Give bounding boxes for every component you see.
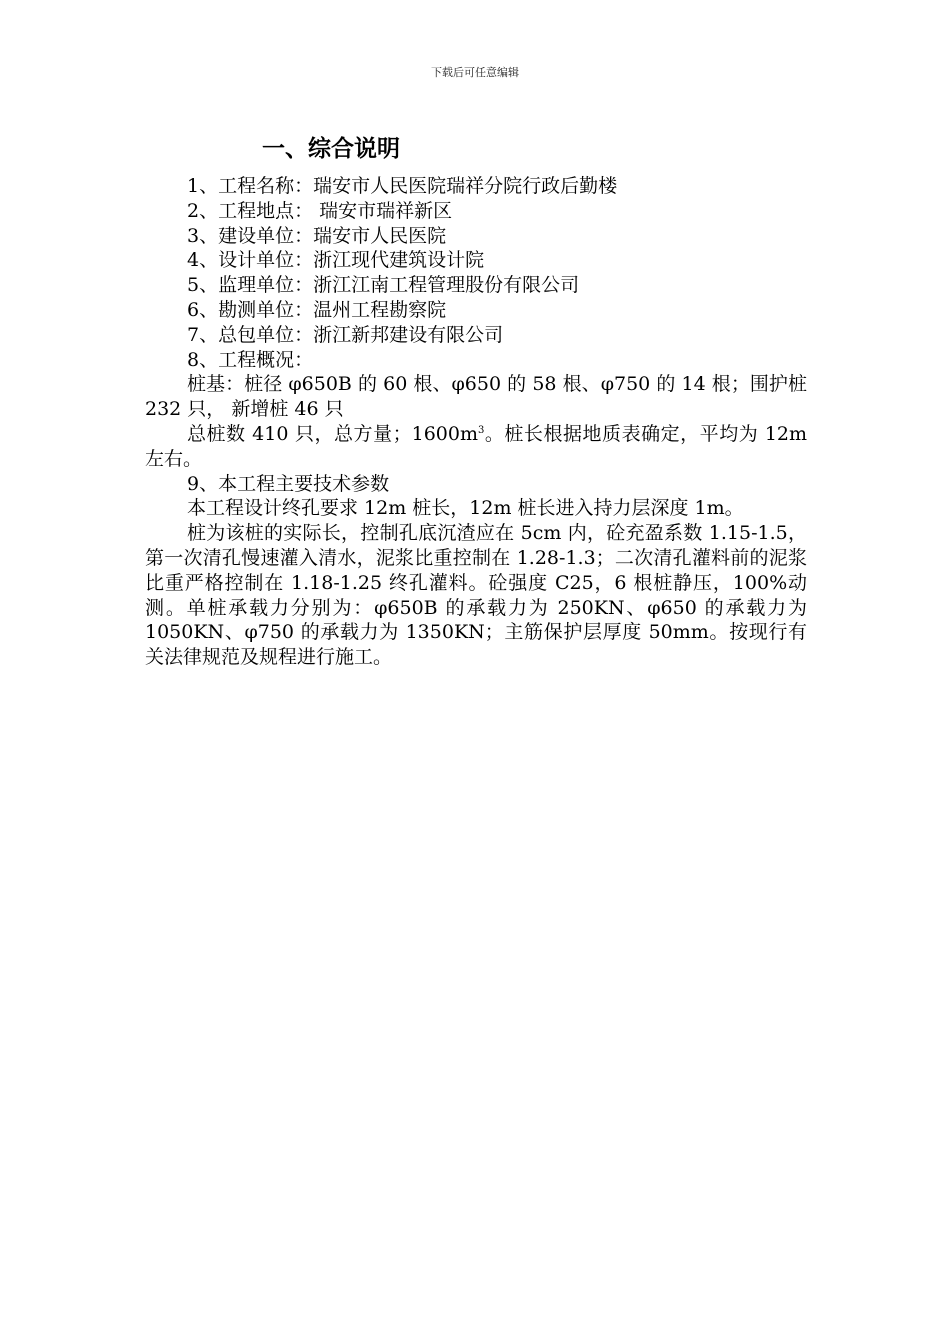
item-general-contractor: 7、总包单位：浙江新邦建设有限公司 — [187, 323, 504, 346]
cubic-superscript: 3 — [477, 424, 485, 436]
item-designer: 4、设计单位：浙江现代建筑设计院 — [187, 249, 485, 272]
item-surveyor: 6、勘测单位：温州工程勘察院 — [187, 298, 447, 321]
item-tech-params-heading: 9、本工程主要技术参数 — [187, 472, 390, 495]
pile-foundation-paragraph: 桩基：桩径 φ650B 的 60 根、φ650 的 58 根、φ750 的 14 根；围护桩 232 只， 新增桩 46 只 — [145, 373, 807, 421]
header-note: 下载后可任意编辑 — [431, 66, 519, 79]
item-project-name: 1、工程名称：瑞安市人民医院瑞祥分院行政后勤楼 — [187, 175, 618, 197]
item-overview-heading: 8、工程概况： — [187, 348, 314, 371]
pile-total-paragraph — [145, 422, 807, 472]
document-body — [145, 174, 807, 670]
pile-total-text-end: 。桩长根据地质表确定，平均为 12m 左右。 — [145, 422, 808, 470]
tech-paragraph-2: 桩为该桩的实际长，控制孔底沉渣应在 5cm 内，砼充盈系数 1.15-1.5，第一次清孔慢速灌入清水，泥浆比重控制在 1.28-1.3；二次清孔灌料前的泥浆比重严格控制在 1.18-1.25 终孔灌料。砼强度 C25，6 根桩静压，100%动测。单桩承载力分别为：φ650B 的承载力为 250KN、φ650 的承载力为 1050KN、φ750 的承载力为 1350KN；主筋保护层厚度 50mm。按现行有关法律规范及规程进行施工。 — [145, 522, 807, 669]
item-supervisor: 5、监理单位：浙江江南工程管理股份有限公司 — [187, 274, 580, 297]
section-title: 一、综合说明 — [262, 136, 400, 162]
tech-paragraph-1: 本工程设计终孔要求 12m 桩长，12m 桩长进入持力层深度 1m。 — [187, 497, 744, 520]
item-project-location: 2、工程地点： 瑞安市瑞祥新区 — [187, 199, 453, 222]
item-owner: 3、建设单位：瑞安市人民医院 — [187, 224, 447, 247]
pile-total-text: 总桩数 410 只，总方量；1600m — [187, 422, 478, 445]
